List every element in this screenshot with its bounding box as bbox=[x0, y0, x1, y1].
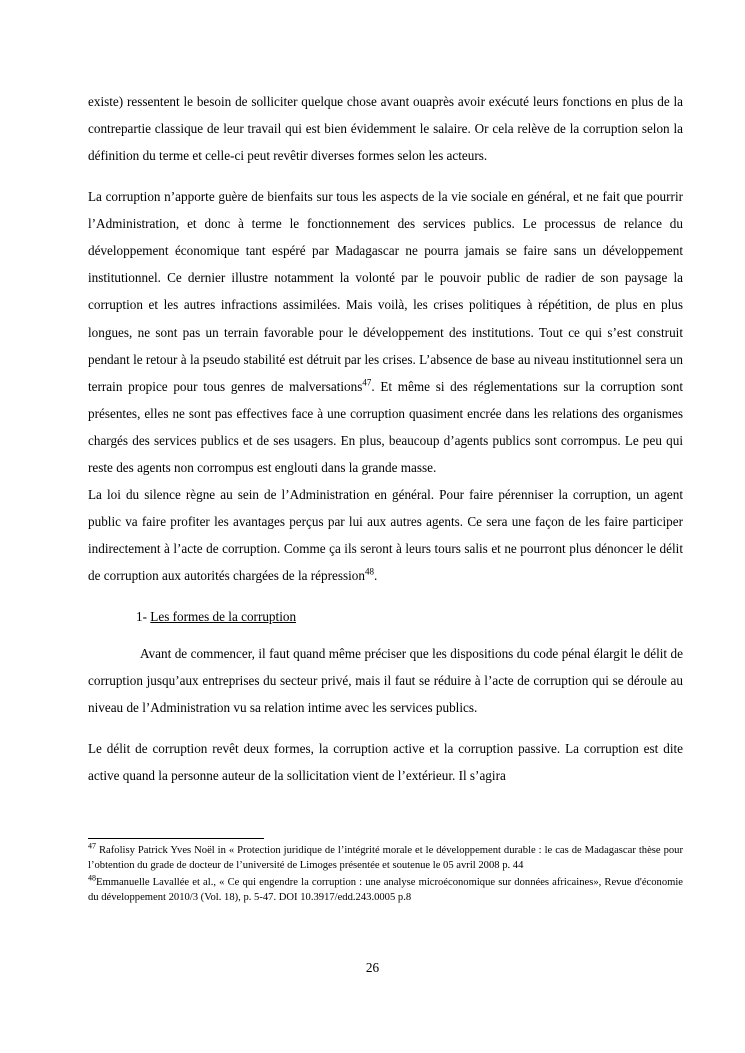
footnote-list bbox=[88, 843, 683, 905]
footnote-number: 48 bbox=[88, 873, 96, 883]
section-heading bbox=[88, 603, 683, 630]
section-heading-text: Les formes de la corruption bbox=[150, 609, 297, 625]
footnote-number: 47 bbox=[88, 841, 96, 851]
paragraph-3 bbox=[88, 481, 683, 589]
paragraph-4: Avant de commencer, il faut quand même préciser que les dispositions du code pénal élargit le délit de corruption jusqu’aux entreprises du secteur privé, mais il faut se réduire à l’acte de corruption qui se déroule au niveau de l’Administration vu sa relation intime avec les services publics. bbox=[88, 646, 683, 716]
footnote-text: Rafolisy Patrick Yves Noël in « Protection juridique de l’intégrité morale et le développement durable : le cas de Madagascar thèse pour l’obtention du grade de docteur de l’université de Limoges présentée et soutenue le 05 avril 2008 p. 44 bbox=[88, 845, 683, 872]
paragraph-3-text: La loi du silence règne au sein de l’Administration en général. Pour faire pérenniser la corruption, un agent public va faire profiter les avantages perçus par lui aux autres agents. Ce sera une façon de les faire participer indirectement à l’acte de corruption. Comme ça ils seront à leurs tours salis et ne pourront plus dénoncer le délit de corruption aux autorités chargées de la répression bbox=[88, 486, 683, 584]
paragraph-2-text: La corruption n’apporte guère de bienfaits sur tous les aspects de la vie sociale en général, et ne fait que pourrir l’Administration, et donc à terme le fonctionnement des services publics. Le processus de relance du développement économique tant espéré par Madagascar ne pourra jamais se faire sans un développement institutionnel. Ce dernier illustre notamment la volonté par le pouvoir public de radier de son paysage la corruption et les autres infractions assimilées. Mais voilà, les crises politiques à répétition, de plus en plus longues, ne sont pas un terrain favorable pour le développement des institutions. Tout ce qui s’est construit pendant le retour à la pseudo stabilité est détruit par les crises. L’absence de base au niveau institutionnel sera un terrain propice pour tous genres de malversations bbox=[88, 189, 683, 394]
footnote-item bbox=[88, 843, 683, 874]
paragraph-2 bbox=[88, 183, 683, 481]
paragraph-3-continued: . bbox=[373, 568, 378, 584]
section-heading-number: 1- bbox=[136, 609, 147, 625]
paragraph-5: Le délit de corruption revêt deux formes, la corruption active et la corruption passive. La corruption est dite active quand la personne auteur de la sollicitation vient de l’extérieur. Il s’agira bbox=[88, 741, 683, 784]
footnote-marker-48: 48 bbox=[364, 566, 374, 577]
footnote-marker-47: 47 bbox=[362, 377, 372, 388]
footnote-separator bbox=[88, 838, 264, 839]
page-number: 26 bbox=[365, 960, 380, 975]
footnote-item bbox=[88, 875, 683, 906]
paragraph-1: existe) ressentent le besoin de solliciter quelque chose avant ouaprès avoir exécuté leurs fonctions en plus de la contrepartie classique de leur travail qui est bien évidemment le salaire. Or cela relève de la corruption selon la définition du terme et celle-ci peut revêtir diverses formes selon les acteurs. bbox=[88, 94, 683, 164]
footnote-text: Emmanuelle Lavallée et al., « Ce qui engendre la corruption : une analyse microéconomique sur données africaines», Revue d'économie du développement 2010/3 (Vol. 18), p. 5-47. DOI 10.3917/edd.243.0005 p.8 bbox=[88, 876, 683, 904]
paragraph-2-continued: . Et même si des réglementations sur la corruption sont présentes, elles ne sont pas effectives face à une corruption quasiment encrée dans les relations des organismes chargés des services publics et de ses usagers. En plus, beaucoup d’agents publics sont corrompus. Le peu qui reste des agents non corrompus est englouti dans la grande masse. bbox=[88, 378, 683, 475]
footnote-area bbox=[88, 832, 683, 906]
